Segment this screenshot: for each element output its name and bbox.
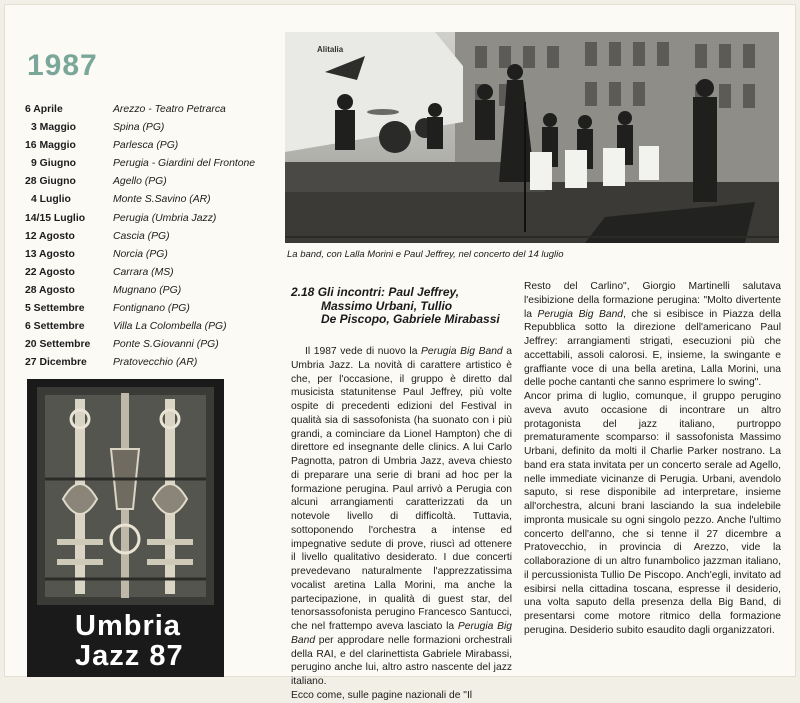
date-label: 27 Dicembre: [25, 357, 87, 369]
section-heading: [291, 286, 521, 327]
document-page: [4, 4, 796, 701]
venue-label: Fontignano (PG): [113, 303, 190, 315]
date-row: [25, 336, 287, 354]
date-row: [25, 119, 287, 137]
date-label: 4 Luglio: [31, 194, 71, 206]
venue-label: Ponte S.Giovanni (PG): [113, 339, 219, 351]
date-label: 12 Agosto: [25, 230, 75, 242]
article-text: Resto del Carlino", Giorgio Martinelli salutava l'esibizione della formazione perugina: "Molto divertente la: [524, 281, 781, 320]
date-row: [25, 101, 287, 119]
venue-label: Agello (PG): [113, 176, 167, 188]
article-text: , che si esibisce in Piazza della Repubblica sotto la direzione dell'americano Paul Jeffrey: arrangiamenti strigati, esecuzioni più che accettabili, assoli calorosi. E, insieme, la swingante e graffiante voce di una bella aretina, Lalla Morini, una delle poche cantanti che sanno esprimere lo swing".: [524, 308, 781, 389]
poster-title-line1: Umbria: [75, 610, 181, 642]
article-text: per approdare nelle formazioni orchestrali della RAI, e del clarinettista Gabriele Mirabassi, perugino anche lui, altro astro nascente del jazz italiano.: [291, 634, 512, 687]
venue-label: Perugia (Umbria Jazz): [113, 212, 217, 224]
umbria-jazz-poster: [27, 379, 224, 677]
date-row: [25, 210, 287, 228]
date-row: [25, 137, 287, 155]
article-text: Il 1987 vede di nuovo la: [305, 346, 422, 357]
venue-label: Arezzo - Teatro Petrarca: [113, 104, 226, 115]
venue-label: Norcia (PG): [113, 248, 168, 260]
venue-label: Spina (PG): [113, 122, 165, 134]
venue-label: Monte S.Savino (AR): [113, 194, 211, 206]
year-title: 1987: [27, 49, 98, 82]
venue-label: Carrara (MS): [113, 266, 174, 278]
venue-label: Mugnano (PG): [113, 284, 182, 296]
date-row: [25, 155, 287, 173]
date-label: 16 Maggio: [25, 140, 76, 152]
band-name: Perugia Big Band: [421, 346, 503, 357]
date-label: 14/15 Luglio: [25, 212, 86, 224]
date-label: 28 Agosto: [25, 284, 75, 296]
heading-line: 2.18 Gli incontri: Paul Jeffrey,: [291, 285, 460, 299]
date-label: 6 Aprile: [25, 104, 63, 115]
article-text: a Umbria Jazz. La novità di carattere artistico è che, per l'occasione, il gruppo è diretto dal musicista statunitense Paul Jeffrey, più volte ospite di precedenti edizioni del Festival in qualità sia di sassofonista (ha suonato con i più grandi, a cominciare da Lionel Hampton) che di direttore ed insegnante delle clinics. A lui Carlo Pagnotta, patron di Umbria Jazz, aveva chiesto di preparare una serie di brani ad hoc per la formazione perugina. Paul arrivò a Perugia con alcuni arrangiamenti caratterizzati da un notevole livello di difficoltà. Tuttavia, sottoponendo l'orchestra a intense ed impegnative sedute di prove, riuscì ad ottenere il livello qualitativo desiderato. I due concerti prevedevano naturalmente l'apprezzatissima vocalist aretina Lalla Morini, ma anche la partecipazione, in qualità di guest star, del tenorsassofonista perugino Francesco Santucci, che nel frattempo aveva lasciato la: [291, 346, 512, 632]
venue-label: Pratovecchio (AR): [113, 357, 198, 369]
date-label: 28 Giugno: [25, 176, 76, 188]
venue-label: Parlesca (PG): [113, 140, 179, 152]
venue-label: Villa La Colombella (PG): [113, 321, 227, 333]
band-name: Perugia Big Band: [291, 621, 512, 646]
date-label: 22 Agosto: [25, 266, 75, 278]
date-label: 5 Settembre: [25, 303, 85, 315]
article-column-1: [291, 345, 512, 703]
article-paragraph: Ancor prima di luglio, comunque, il gruppo perugino aveva avuto occasione di incontrare un altro protagonista del jazz italiano, purtroppo prematuramente scomparso: il sassofonista Massimo Urbani, definito da molti il Charlie Parker nostrano. La band era stata invitata per un concerto serale ad Agello, nelle immediate vicinanze di Perugia. Urbani, avendolo saputo, si rese disponibile ad interpretare, insieme all'orchestra, alcuni brani lasciando la sua indelebile impronta musicale su ogni singolo pezzo. Anche l'ultimo concerto dell'anno, che si tenne il 27 dicembre a Pratovecchio, in provincia di Arezzo, vide la collaborazione di un altro funambolico jazzman italiano, il percussionista Tullio De Piscopo. Anch'egli, invitato ad esibirsi nella cittadina toscana, espresse il desiderio, una volta saputo della presenza della Big Band, di presentarsi come motore ritmico della formazione perugina. Desiderio subito esaudito dagli organizzatori.: [524, 391, 781, 636]
date-row: [25, 300, 287, 318]
date-row: [25, 264, 287, 282]
date-row: [25, 228, 287, 246]
date-label: 3 Maggio: [31, 122, 77, 134]
article-column-2: [524, 280, 781, 638]
date-row: [25, 246, 287, 264]
poster-title-line2: Jazz 87: [75, 640, 184, 672]
heading-line: De Piscopo, Gabriele Mirabassi: [321, 312, 500, 326]
date-row: [25, 173, 287, 191]
venue-label: Perugia - Giardini del Frontone: [113, 158, 256, 170]
date-row: [25, 191, 287, 209]
date-label: 20 Settembre: [25, 339, 91, 351]
venue-label: Cascia (PG): [113, 230, 170, 242]
concert-dates-list: [25, 101, 287, 372]
heading-line: Massimo Urbani, Tullio: [321, 298, 453, 313]
band-name: Perugia Big Band: [537, 308, 624, 320]
band-photo: [285, 32, 779, 243]
article-paragraph: [524, 280, 781, 390]
concert-scene: [285, 32, 779, 243]
photo-caption: La band, con Lalla Morini e Paul Jeffrey, nel concerto del 14 luglio: [287, 249, 564, 260]
date-row: [25, 318, 287, 336]
date-label: 9 Giugno: [31, 158, 77, 170]
date-label: 13 Agosto: [25, 248, 75, 260]
date-row: [25, 354, 287, 372]
photo-banner-text: Alitalia: [317, 45, 344, 54]
article-text: Ecco come, sulle pagine nazionali de "Il: [291, 689, 473, 701]
date-row: [25, 282, 287, 300]
date-label: 6 Settembre: [25, 321, 85, 333]
